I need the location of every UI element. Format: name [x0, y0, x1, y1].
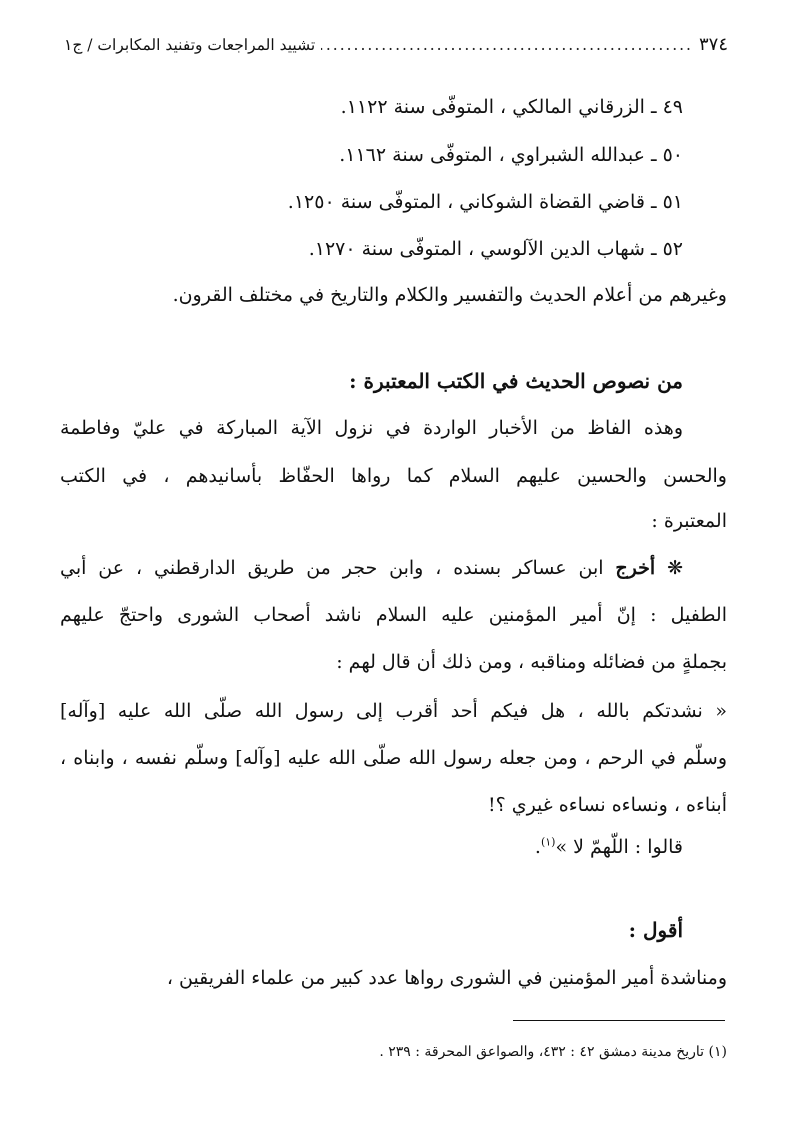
answer-text: قالوا : اللّهمّ لا » — [555, 836, 683, 858]
bullet-icon: ❋ — [667, 557, 684, 579]
answer-end: . — [534, 836, 541, 858]
list-item: ٥١ ـ قاضي القضاة الشوكاني ، المتوفّى سنة ١٢٥٠. — [287, 191, 683, 213]
answer-line — [60, 832, 683, 862]
paragraph-line: المعتبرة : — [651, 510, 727, 532]
hadith-lead-word: أخرج — [615, 557, 656, 579]
section-heading: من نصوص الحديث في الكتب المعتبرة : — [349, 369, 683, 393]
paragraph-line: الطفيل : إنّ أمير المؤمنين عليه السلام ناشد أصحاب الشورى واحتجّ عليهم — [60, 604, 727, 626]
footnote: (١) تاريخ مدينة دمشق ٤٢ : ٤٣٢، والصواعق المحرقة : ٢٣٩ . — [379, 1044, 727, 1060]
paragraph-line: والحسن والحسين عليهم السلام كما رواها الحفّاظ بأسانيدهم ، في الكتب — [60, 465, 727, 487]
footnote-ref[interactable]: (١) — [540, 835, 556, 849]
quote-line: وسلّم في الرحم ، ومن جعله رسول الله صلّى الله عليه [وآله] وسلّم نفسه ، وابناه ، — [60, 747, 727, 769]
paragraph-line: بجملةٍ من فضائله ومناقبه ، ومن ذلك أن قال لهم : — [336, 651, 727, 673]
hadith-first-text: ابن عساكر بسنده ، وابن حجر من طريق الدارقطني ، عن أبي — [60, 557, 604, 579]
page-number: ٣٧٤ — [698, 34, 728, 55]
quote-line: « نشدتكم بالله ، هل فيكم أحد أقرب إلى رسول الله صلّى الله عليه [وآله] — [60, 700, 727, 722]
quote-line: أبناءه ، ونساءه نساءه غيري ؟! — [487, 794, 727, 816]
footnote-divider — [513, 1020, 725, 1021]
header-dot-leader — [321, 36, 693, 54]
paragraph-line: وهذه الفاظ من الأخبار الواردة في نزول الآية المباركة في عليّ وفاطمة — [60, 417, 683, 439]
list-tail-paragraph: وغيرهم من أعلام الحديث والتفسير والكلام والتاريخ في مختلف القرون. — [172, 284, 727, 306]
paragraph-line: ومناشدة أمير المؤمنين في الشورى رواها عدد كبير من علماء الفريقين ، — [166, 967, 727, 989]
list-item: ٥٠ ـ عبدالله الشبراوي ، المتوفّى سنة ١١٦٢. — [339, 144, 683, 166]
list-item: ٤٩ ـ الزرقاني المالكي ، المتوفّى سنة ١١٢٢. — [340, 96, 683, 118]
section-heading: أقول : — [628, 918, 683, 942]
hadith-first-line — [60, 553, 683, 583]
page-header — [64, 34, 728, 58]
list-item: ٥٢ ـ شهاب الدين الآلوسي ، المتوفّى سنة ١٢٧٠. — [308, 238, 683, 260]
running-title: تشييد المراجعات وتفنيد المكابرات / ج١ — [64, 36, 316, 54]
